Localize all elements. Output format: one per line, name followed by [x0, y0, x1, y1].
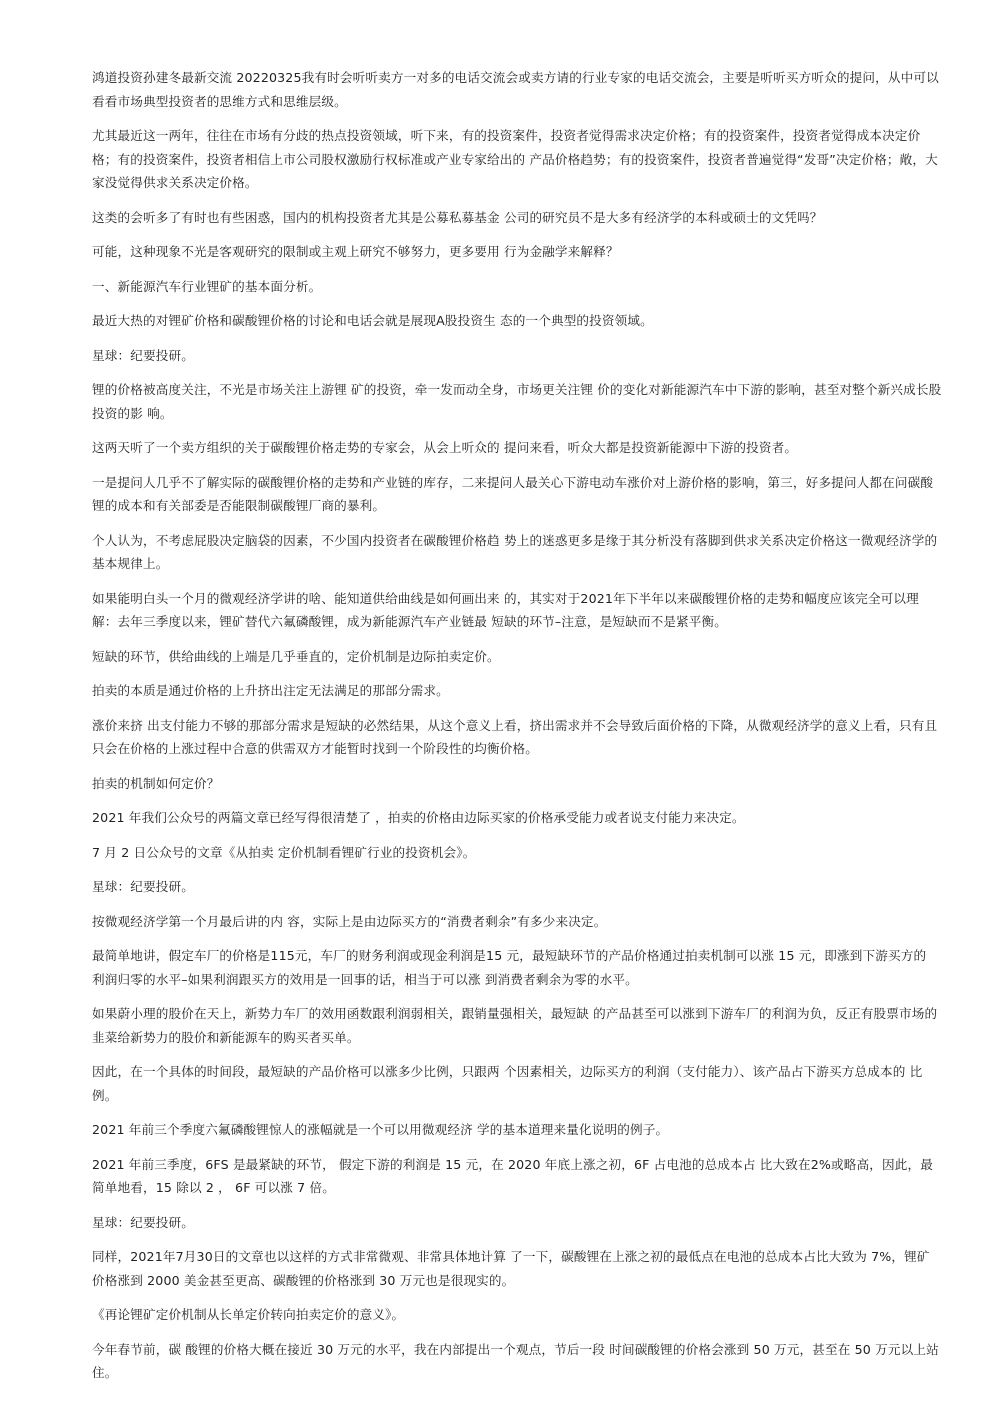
paragraph-2021-articles: 2021 年我们公众号的两篇文章已经写得很清楚了 ，拍卖的价格由边际买家的价格承受能力或者说支付能力来决定。	[92, 810, 745, 825]
section-heading-1: 一、新能源汽车行业锂矿的基本面分析。	[92, 278, 322, 294]
paragraph-two-factors: 因此，在一个具体的时间段，最短缺的产品价格可以涨多少比例，只跟两 个因素相关，边际买方的利润（支付能力）、该产品占下游买方总成本的 比例。	[92, 1064, 923, 1103]
paragraph-new-energy-stocks: 如果蔚小理的股价在天上，新势力车厂的效用函数跟利润弱相关，跟销量强相关，最短缺 的产品甚至可以涨到下游车厂的利润为负，反正有股票市场的韭菜给新势力的股价和新能源车的购买者买单。	[92, 1006, 938, 1045]
paragraph-article-title: 《再论锂矿定价机制从长单定价转向拍卖定价的意义》。	[92, 1307, 405, 1322]
paragraph-spring-festival: 今年春节前，碳 酸锂的价格大概在接近 30 万元的水平，我在内部提出一个观点，节后一段 时间碳酸锂的价格会涨到 50 万元，甚至在 50 万元以上站住。	[92, 1341, 939, 1380]
paragraph-july-30-article: 同样，2021年7月30日的文章也以这样的方式非常微观、非常具体地计算 了一下，碳酸锂在上涨之初的最低点在电池的总成本占比大致为 7%，锂矿 价格涨到 2000 美金甚至更高、碳酸锂的价格涨到 30 万元也是很现实的。	[92, 1249, 930, 1288]
paragraph-pricing-views: 尤其最近这一两年，往往在市场有分歧的热点投资领域，听下来，有的投资案件，投资者觉得需求决定价格；有的投资案件，投资者觉得成本决定价格；有的投资案件，投资者相信上市公司股权激励行权标准或产业专家给出的 产品价格趋势；有的投资案件，投资者普遍觉得“发哥”决定价格；敞，大家没觉得供求关系决定价格。	[92, 128, 938, 190]
paragraph-personal-view: 个人认为，不考虑屁股决定脑袋的因素，不少国内投资者在碳酸锂价格趋 势上的迷惑更多是缘于其分析没有落脚到供求关系决定价格这一微观经济学的基本规律上。	[92, 532, 938, 571]
paragraph-source-note: 星球：纪要投研。	[92, 347, 194, 363]
paragraph-6f-example: 2021 年前三个季度六氟磷酸锂惊人的涨幅就是一个可以用微观经济 学的基本道理来量化说明的例子。	[92, 1122, 669, 1137]
paragraph-microeconomics: 如果能明白头一个月的微观经济学讲的啥、能知道供给曲线是如何画出来 的，其实对于2021年下半年以来碳酸锂价格的走势和幅度应该完全可以理解：去年三季度以来，锂矿替代六氟磷酸锂，成为新能源汽车产业链最 短缺的环节–注意，是短缺而不是紧平衡。	[92, 590, 919, 629]
paragraph-source-note: 星球：纪要投研。	[92, 879, 194, 894]
paragraph-consumer-surplus: 按微观经济学第一个月最后讲的内 容，实际上是由边际买方的“消费者剩余”有多少来决定。	[92, 913, 607, 929]
paragraph-price-squeeze: 涨价来挤 出支付能力不够的那部分需求是短缺的必然结果，从这个意义上看，挤出需求并不会导致后面价格的下降，从微观经济学的意义上看，只有且只会在价格的上涨过程中合意的供需双方才能暂时找到一个阶段性的均衡价格。	[92, 717, 938, 756]
paragraph-auction-question: 拍卖的机制如何定价？	[92, 775, 220, 791]
paragraph-july-article: 7 月 2 日公众号的文章《从拍卖 定价机制看锂矿行业的投资机会》。	[92, 844, 476, 860]
paragraph-intro: 鸿道投资孙建冬最新交流 20220325我有时会听听卖方一对多的电话交流会或卖方请的行业专家的电话交流会，主要是听听买方听众的提问，从中可以看看市场典型投资者的思维方式和思维层级。	[92, 70, 939, 109]
paragraph-source-note: 星球：纪要投研。	[92, 1214, 194, 1230]
paragraph-lithium-attention: 锂的价格被高度关注，不光是市场关注上游锂 矿的投资，牵一发而动全身，市场更关注锂 价的变化对新能源汽车中下游的影响，甚至对整个新兴成长股投资的影 响。	[92, 382, 942, 421]
paragraph-6fs-calculation: 2021 年前三季度，6FS 是最紧缺的环节， 假定下游的利润是 15 元，在 2020 年底上涨之初，6F 占电池的总成本占 比大致在2%或略高，因此，最简单地看，15 除以 2 ， 6F 可以涨 7 倍。	[92, 1156, 933, 1195]
document-page	[92, 66, 942, 1396]
paragraph-confusion: 这类的会听多了有时也有些困惑，国内的机构投资者尤其是公募私募基金 公司的研究员不是大多有经济学的本科或硕士的文凭吗？	[92, 209, 823, 225]
paragraph-lithium-debate: 最近大热的对锂矿价格和碳酸锂价格的讨论和电话会就是展现A股投资生 态的一个典型的投资领域。	[92, 313, 653, 328]
paragraph-auction-essence: 拍卖的本质是通过价格的上升挤出注定无法满足的那部分需求。	[92, 683, 449, 698]
paragraph-questioners: 一是提问人几乎不了解实际的碳酸锂价格的走势和产业链的库存，二来提问人最关心下游电动车涨价对上游价格的影响，第三，好多提问人都在问碳酸锂的成本和有关部委是否能限制碳酸锂厂商的暴利。	[92, 474, 934, 513]
paragraph-expert-call: 这两天听了一个卖方组织的关于碳酸锂价格走势的专家会，从会上听众的 提问来看，听众大都是投资新能源中下游的投资者。	[92, 440, 798, 455]
paragraph-behavioral-finance: 可能，这种现象不光是客观研究的限制或主观上研究不够努力，更多要用 行为金融学来解释？	[92, 244, 619, 259]
paragraph-simple-example: 最简单地讲，假定车厂的价格是115元，车厂的财务利润或现金利润是15 元，最短缺环节的产品价格通过拍卖机制可以涨 15 元，即涨到下游买方的 利润归零的水平–如果利润跟买方的效用是一回事的话，相当于可以涨 到消费者剩余为零的水平。	[92, 948, 927, 987]
paragraph-shortage-supply: 短缺的环节，供给曲线的上端是几乎垂直的，定价机制是边际拍卖定价。	[92, 648, 500, 664]
